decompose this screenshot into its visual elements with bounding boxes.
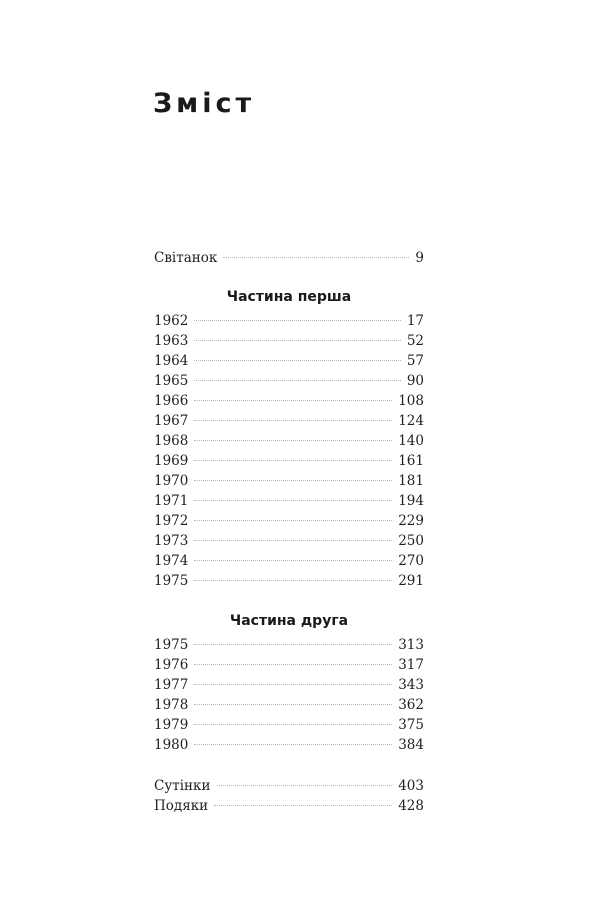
toc-entry-page: 108 [398, 393, 424, 409]
toc-entry-page: 375 [398, 717, 424, 733]
dot-leader [194, 380, 400, 381]
toc-entry-label: 1973 [154, 533, 189, 549]
dot-leader [194, 520, 392, 521]
toc-entry-page: 161 [398, 453, 424, 469]
toc-entry[interactable] [154, 737, 424, 757]
dot-leader [194, 480, 392, 481]
toc-entry-page: 17 [406, 313, 424, 329]
toc-entry-label: 1969 [154, 453, 189, 469]
toc-entry-label: 1967 [154, 413, 189, 429]
toc-entry-page: 362 [398, 697, 424, 713]
toc-entry-label: 1970 [154, 473, 189, 489]
dot-leader [194, 704, 392, 705]
toc-entry[interactable] [154, 353, 424, 373]
toc-entry-page: 194 [398, 493, 424, 509]
dot-leader [194, 724, 392, 725]
dot-leader [194, 320, 400, 321]
dot-leader [194, 580, 392, 581]
toc-entry[interactable] [154, 473, 424, 493]
dot-leader [194, 684, 392, 685]
dot-leader [194, 500, 392, 501]
toc-entry[interactable] [154, 553, 424, 573]
toc-entry-page: 250 [398, 533, 424, 549]
toc-entry-label: 1974 [154, 553, 189, 569]
toc-entry-label: 1975 [154, 637, 189, 653]
part-heading-1: Частина перша [226, 289, 352, 305]
dot-leader [194, 420, 392, 421]
toc-entry[interactable] [154, 393, 424, 413]
toc-entry-label: 1966 [154, 393, 189, 409]
toc-entry-label: 1979 [154, 717, 189, 733]
toc-entry-page: 384 [398, 737, 424, 753]
dot-leader [223, 257, 409, 258]
toc-entry-page: 9 [415, 250, 424, 266]
toc-entry-page: 313 [398, 637, 424, 653]
toc-entry-label: 1962 [154, 313, 189, 329]
dot-leader [194, 560, 392, 561]
toc-entry-label: 1980 [154, 737, 189, 753]
toc-entry-page: 291 [398, 573, 424, 589]
toc-entry-label: 1976 [154, 657, 189, 673]
toc-entry-label: 1978 [154, 697, 189, 713]
part-heading-2: Частина друга [229, 613, 349, 629]
toc-entry[interactable] [154, 433, 424, 453]
toc-entry[interactable] [154, 637, 424, 657]
toc-entry-page: 343 [398, 677, 424, 693]
toc-entry-intro[interactable] [154, 250, 424, 270]
toc-entry-label: 1972 [154, 513, 189, 529]
toc-entry[interactable] [154, 533, 424, 553]
toc-entry[interactable] [154, 717, 424, 737]
dot-leader [194, 540, 392, 541]
page-title: Зміст [153, 88, 256, 119]
toc-entry[interactable] [154, 453, 424, 473]
toc-entry-label: 1971 [154, 493, 189, 509]
toc-entry-label: Подяки [154, 798, 209, 814]
dot-leader [217, 785, 393, 786]
toc-entry-acknowledgements[interactable] [154, 798, 424, 818]
toc-entry-page: 140 [398, 433, 424, 449]
toc-entry-page: 124 [398, 413, 424, 429]
toc-entry-page: 181 [398, 473, 424, 489]
toc-entry-label: 1975 [154, 573, 189, 589]
toc-entry-page: 428 [398, 798, 424, 814]
toc-entry-label: 1963 [154, 333, 189, 349]
toc-entry-label: 1977 [154, 677, 189, 693]
toc-entry-epilogue[interactable] [154, 778, 424, 798]
dot-leader [194, 460, 392, 461]
toc-entry[interactable] [154, 313, 424, 333]
dot-leader [214, 805, 392, 806]
toc-entry[interactable] [154, 333, 424, 353]
toc-entry-page: 90 [406, 373, 424, 389]
toc-entry-page: 57 [406, 353, 424, 369]
toc-entry-page: 270 [398, 553, 424, 569]
toc-entry[interactable] [154, 677, 424, 697]
toc-entry[interactable] [154, 413, 424, 433]
toc-entry[interactable] [154, 513, 424, 533]
toc-entry-page: 52 [406, 333, 424, 349]
toc-entry-page: 229 [398, 513, 424, 529]
toc-entry[interactable] [154, 697, 424, 717]
toc-entry-page: 403 [398, 778, 424, 794]
toc-entry-label: Сутінки [154, 778, 211, 794]
toc-entry[interactable] [154, 657, 424, 677]
toc-entry-page: 317 [398, 657, 424, 673]
dot-leader [194, 360, 400, 361]
toc-entry[interactable] [154, 493, 424, 513]
dot-leader [194, 644, 392, 645]
toc-entry-label: 1964 [154, 353, 189, 369]
toc-entry-label: 1968 [154, 433, 189, 449]
dot-leader [194, 440, 392, 441]
toc-entry-label: 1965 [154, 373, 189, 389]
dot-leader [194, 744, 392, 745]
toc-entry-label: Світанок [154, 250, 218, 266]
toc-entry[interactable] [154, 373, 424, 393]
dot-leader [194, 340, 400, 341]
dot-leader [194, 400, 392, 401]
toc-entry[interactable] [154, 573, 424, 593]
dot-leader [194, 664, 392, 665]
